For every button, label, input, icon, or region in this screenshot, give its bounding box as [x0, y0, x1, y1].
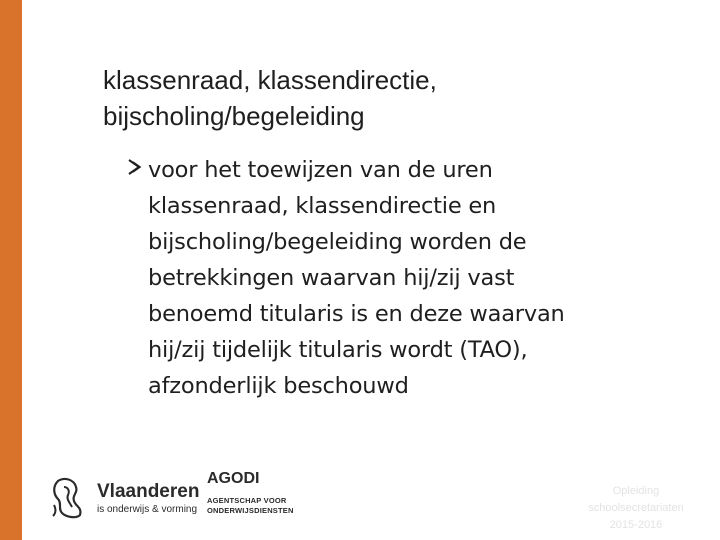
- agodi-logo-subtitle: [207, 496, 294, 516]
- bullet-item: [127, 152, 667, 404]
- vlaanderen-logo: [46, 470, 200, 520]
- slide-title: [103, 62, 663, 134]
- slide-title-line-1: klassenraad, klassendirectie,: [103, 65, 437, 95]
- vlaanderen-logo-tagline: is onderwijs & vorming: [97, 504, 198, 515]
- flemish-lion-icon: [50, 477, 84, 519]
- bullet-text-line: betrekkingen waarvan hij/zij vast: [148, 265, 515, 291]
- agodi-logo-subtitle-line: AGENTSCHAP VOOR: [207, 496, 287, 505]
- bullet-text: [148, 152, 667, 404]
- footer-line: Opleiding: [612, 485, 660, 497]
- agodi-logo-name: AGODI: [207, 470, 260, 487]
- arrow-bullet-icon: [127, 158, 143, 176]
- bullet-text-line: afzonderlijk beschouwd: [148, 373, 409, 399]
- vlaanderen-logo-name: Vlaanderen: [97, 481, 200, 502]
- bullet-text-line: bijscholing/begeleiding worden de: [148, 229, 527, 255]
- slide-title-line-2: bijscholing/begeleiding: [103, 101, 365, 131]
- agodi-logo-subtitle-line: ONDERWIJSDIENSTEN: [207, 506, 294, 515]
- footer-caption: [580, 483, 692, 534]
- agodi-logo: [207, 470, 317, 520]
- bullet-text-line: hij/zij tijdelijk titularis wordt (TAO),: [148, 337, 528, 363]
- bullet-text-line: voor het toewijzen van de uren: [148, 157, 493, 183]
- bullet-text-line: klassenraad, klassendirectie en: [148, 193, 497, 219]
- bullet-text-line: benoemd titularis is en deze waarvan: [148, 301, 565, 327]
- footer-line: 2015-2016: [609, 519, 663, 531]
- footer-line: schoolsecretariaten: [588, 502, 684, 514]
- accent-side-bar: [0, 0, 22, 540]
